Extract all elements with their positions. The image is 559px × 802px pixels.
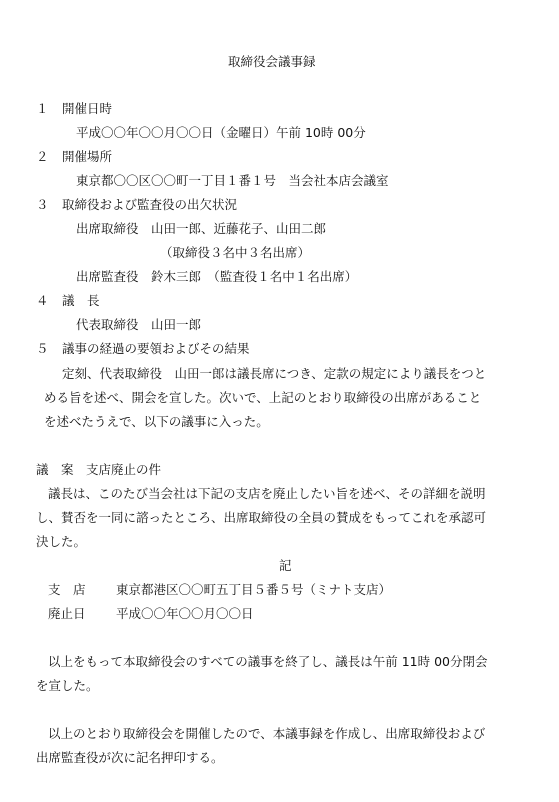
section-2-heading: 開催場所 <box>62 149 113 164</box>
meeting-location: 東京都〇〇区〇〇町一丁目１番１号 当会社本店会議室 <box>76 173 389 188</box>
meeting-datetime: 平成〇〇年〇〇月〇〇日（金曜日）午前 10時 00分 <box>76 125 366 140</box>
final-line-2: 出席監査役が次に記名押印する。 <box>36 750 224 765</box>
branch-value: 東京都港区〇〇町五丁目５番５号（ミナト支店） <box>116 582 392 597</box>
section-4-heading: 議 長 <box>62 293 100 308</box>
proceedings-line-2: める旨を述べ、開会を宣した。次いで、上記のとおり取締役の出席があること <box>44 390 482 405</box>
section-4-number: ４ <box>36 293 49 308</box>
section-1-heading: 開催日時 <box>62 101 113 116</box>
section-1-number: １ <box>36 101 49 116</box>
agenda-line-2: し、賛否を一同に諮ったところ、出席取締役の全員の賛成をもってこれを承認可 <box>36 510 487 525</box>
document-title: 取締役会議事録 <box>228 54 316 69</box>
agenda-line-1: 議長は、このたび当会社は下記の支店を廃止したい旨を述べ、その詳細を説明 <box>48 486 486 501</box>
closing-line-1: 以上をもって本取締役会のすべての議事を終了し、議長は午前 11時 00分閉会 <box>48 654 488 669</box>
attending-auditors: 出席監査役 鈴木三郎 （監査役１名中１名出席） <box>76 269 358 284</box>
agenda-heading: 議 案 支店廃止の件 <box>36 462 162 477</box>
section-5-heading: 議事の経過の要領およびその結果 <box>62 341 250 356</box>
section-5-number: ５ <box>36 341 49 356</box>
chairperson: 代表取締役 山田一郎 <box>76 317 202 332</box>
section-3-number: ３ <box>36 197 49 212</box>
section-3-heading: 取締役および監査役の出欠状況 <box>62 197 238 212</box>
final-line-1: 以上のとおり取締役会を開催したので、本議事録を作成し、出席取締役および <box>48 726 486 741</box>
directors-count: （取締役３名中３名出席） <box>160 245 311 260</box>
agenda-line-3: 決した。 <box>36 534 87 549</box>
proceedings-line-3: を述べたうえで、以下の議事に入った。 <box>44 414 269 429</box>
branch-label: 支 店 <box>48 582 86 597</box>
proceedings-line-1: 定刻、代表取締役 山田一郎は議長席につき、定款の規定により議長をつと <box>62 366 487 381</box>
abolition-date-label: 廃止日 <box>48 606 86 621</box>
attending-directors: 出席取締役 山田一郎、近藤花子、山田二郎 <box>76 221 327 236</box>
section-2-number: ２ <box>36 149 49 164</box>
abolition-date-value: 平成〇〇年〇〇月〇〇日 <box>116 606 254 621</box>
closing-line-2: を宣した。 <box>36 678 99 693</box>
ki-label: 記 <box>279 558 292 573</box>
